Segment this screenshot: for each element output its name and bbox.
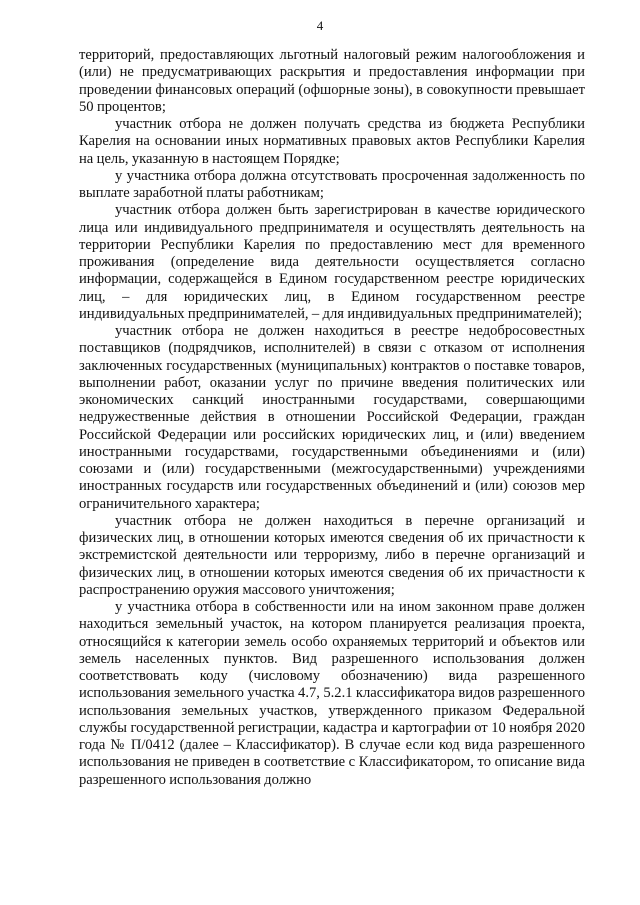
paragraph-wages: у участника отбора должна отсутствовать просроченная задолженность по выплате заработной платы работникам; [79,167,585,201]
paragraph-register-unfair-suppliers: участник отбора не должен находиться в реестре недобросовестных поставщиков (подрядчиков, исполнителей) в связи с отказом от исполнения заключенных государственных (муниципальных) контрактов о поставке товаров, выполнении работ, оказании услуг по причине введения политических или экономических санкций иностранными государствами, совершающими недружественные действия в отношении Российской Федерации, граждан Российской Федерации или российских юридических лиц, и (или) введением иностранными государствами, государственными объединениями и (или) союзами и (или) государственными (межгосударственными) учреждениями иностранных государств или государственных объединений и (или) союзов мер ограничительного характера; [79,323,585,512]
paragraph-budget: участник отбора не должен получать средства из бюджета Республики Карелия на основании иных нормативных правовых актов Республики Карелия на цель, указанную в настоящем Порядке; [79,116,585,167]
paragraph-offshore: территорий, предоставляющих льготный налоговый режим налогообложения и (или) не предусматривающих раскрытия и предоставления информации при проведении финансовых операций (офшорные зоны), в совокупности превышает 50 процентов; [79,47,585,115]
paragraph-registration: участник отбора должен быть зарегистрирован в качестве юридического лица или индивидуального предпринимателя и осуществлять деятельность на территории Республики Карелия по предоставлению мест для временного проживания (определение вида деятельности осуществляется согласно информации, содержащейся в Едином государственном реестре юридических лиц, – для юридических лиц, в Едином государственном реестре индивидуальных предпринимателей, – для индивидуальных предпринимателей); [79,202,585,322]
paragraph-land-plot: у участника отбора в собственности или на ином законном праве должен находиться земельный участок, на котором планируется реализация проекта, относящийся к категории земель особо охраняемых территорий и объектов или земель населенных пунктов. Вид разрешенного использования должен соответствовать коду (числовому обозначению) вида разрешенного использования земельного участка 4.7, 5.2.1 классификатора видов разрешенного использования земельных участков, утвержденного приказом Федеральной службы государственной регистрации, кадастра и картографии от 10 ноября 2020 года № П/0412 (далее – Классификатор). В случае если код вида разрешенного использования не приведен в соответствие с Классификатором, то описание вида разрешенного использования должно [79,599,585,788]
document-body [79,47,585,789]
paragraph-extremism-list: участник отбора не должен находиться в перечне организаций и физических лиц, в отношении которых имеются сведения об их причастности к экстремистской деятельности или терроризму, либо в перечне организаций и физических лиц, в отношении которых имеются сведения об их причастности к распространению оружия массового уничтожения; [79,512,585,598]
page-number: 4 [316,18,324,33]
